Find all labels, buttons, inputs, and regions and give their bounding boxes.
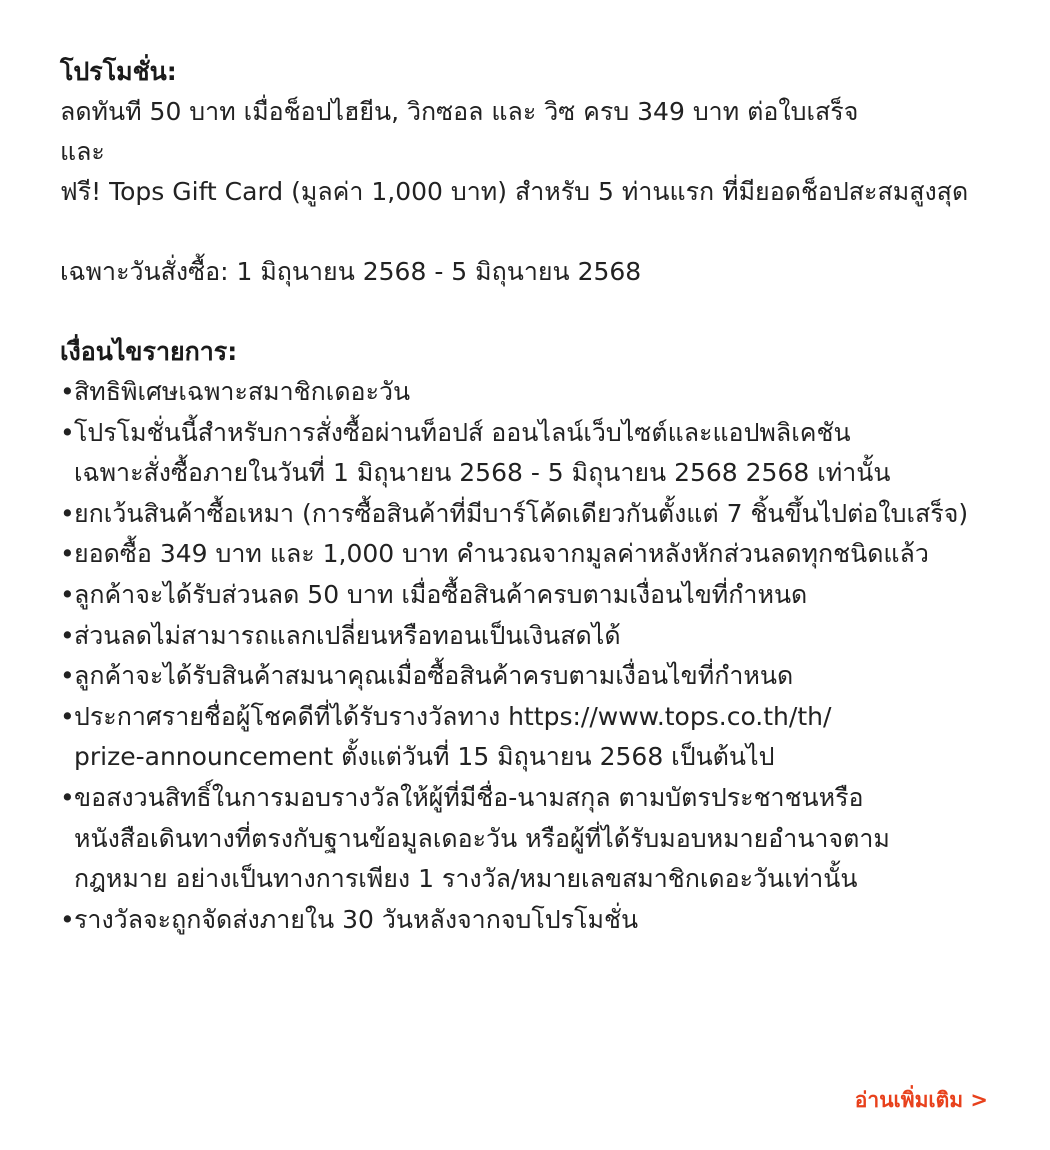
terms-item-text: ยอดซื้อ 349 บาท และ 1,000 บาท คำนวณจากมูลค่าหลังหักส่วนลดทุกชนิดแล้ว	[74, 539, 929, 569]
terms-item	[60, 656, 1020, 697]
terms-item-text: ประกาศรายชื่อผู้โชคดีที่ได้รับรางวัลทาง https://www.tops.co.th/th/	[74, 701, 832, 731]
terms-item	[60, 697, 1020, 778]
terms-item	[60, 778, 1020, 900]
terms-item-text: ลูกค้าจะได้รับส่วนลด 50 บาท เมื่อซื้อสินค้าครบตามเงื่อนไขที่กำหนด	[74, 579, 808, 609]
bullet-icon: •	[60, 782, 75, 812]
bullet-icon: •	[60, 620, 75, 650]
terms-item-text: prize-announcement ตั้งแต่วันที่ 15 มิถุนายน 2568 เป็นต้นไป	[74, 742, 775, 772]
spacer	[60, 212, 1020, 252]
read-more-link[interactable]: อ่านเพิ่มเติม >	[854, 1088, 988, 1112]
promotion-line-gift-card: ฟรี! Tops Gift Card (มูลค่า 1,000 บาท) สำหรับ 5 ท่านแรก ที่มียอดช็อปสะสมสูงสุด	[60, 177, 969, 206]
terms-item	[60, 372, 1020, 413]
terms-list	[60, 372, 1020, 940]
terms-item-text: กฎหมาย อย่างเป็นทางการเพียง 1 รางวัล/หมายเลขสมาชิกเดอะวันเท่านั้น	[74, 864, 858, 894]
bullet-icon: •	[60, 661, 75, 691]
terms-item-text: รางวัลจะถูกจัดส่งภายใน 30 วันหลังจากจบโปรโมชั่น	[74, 904, 639, 934]
bullet-icon: •	[60, 904, 75, 934]
promotion-details	[60, 52, 1020, 940]
promotion-heading: โปรโมชั่น:	[60, 57, 177, 86]
terms-item-text: ลูกค้าจะได้รับสินค้าสมนาคุณเมื่อซื้อสินค้าครบตามเงื่อนไขที่กำหนด	[74, 661, 794, 691]
bullet-icon: •	[60, 539, 75, 569]
terms-item	[60, 900, 1020, 941]
promotion-period: เฉพาะวันสั่งซื้อ: 1 มิถุนายน 2568 - 5 มิถุนายน 2568	[60, 257, 642, 286]
bullet-icon: •	[60, 377, 75, 406]
terms-item	[60, 534, 1020, 575]
terms-item-text: เฉพาะสั่งซื้อภายในวันที่ 1 มิถุนายน 2568 - 5 มิถุนายน 2568 2568 เท่านั้น	[74, 458, 891, 488]
terms-item	[60, 494, 1020, 535]
bullet-icon: •	[60, 498, 75, 528]
bullet-icon: •	[60, 417, 75, 447]
terms-item-text: สิทธิพิเศษเฉพาะสมาชิกเดอะวัน	[74, 377, 411, 406]
terms-heading: เงื่อนไขรายการ:	[60, 337, 238, 366]
terms-item-text: หนังสือเดินทางที่ตรงกับฐานข้อมูลเดอะวัน หรือผู้ที่ได้รับมอบหมายอำนาจตาม	[74, 823, 890, 853]
terms-item	[60, 616, 1020, 657]
promotion-line-discount: ลดทันที 50 บาท เมื่อช็อปไฮยีน, วิกซอล และ วิซ ครบ 349 บาท ต่อใบเสร็จ	[60, 97, 859, 126]
terms-item-text: ขอสงวนสิทธิ์ในการมอบรางวัลให้ผู้ที่มีชื่อ-นามสกุล ตามบัตรประชาชนหรือ	[74, 782, 864, 812]
spacer	[60, 292, 1020, 332]
terms-item-text: ส่วนลดไม่สามารถแลกเปลี่ยนหรือทอนเป็นเงินสดได้	[74, 620, 621, 650]
terms-item	[60, 575, 1020, 616]
promotion-line-and: และ	[60, 137, 105, 166]
bullet-icon: •	[60, 701, 75, 731]
terms-item-text: โปรโมชั่นนี้สำหรับการสั่งซื้อผ่านท็อปส์ ออนไลน์เว็บไซต์และแอปพลิเคชัน	[74, 417, 851, 447]
terms-item-text: ยกเว้นสินค้าซื้อเหมา (การซื้อสินค้าที่มีบาร์โค้ดเดียวกันตั้งแต่ 7 ชิ้นขึ้นไปต่อใบเสร็จ)	[74, 498, 969, 528]
terms-item	[60, 413, 1020, 494]
bullet-icon: •	[60, 579, 75, 609]
